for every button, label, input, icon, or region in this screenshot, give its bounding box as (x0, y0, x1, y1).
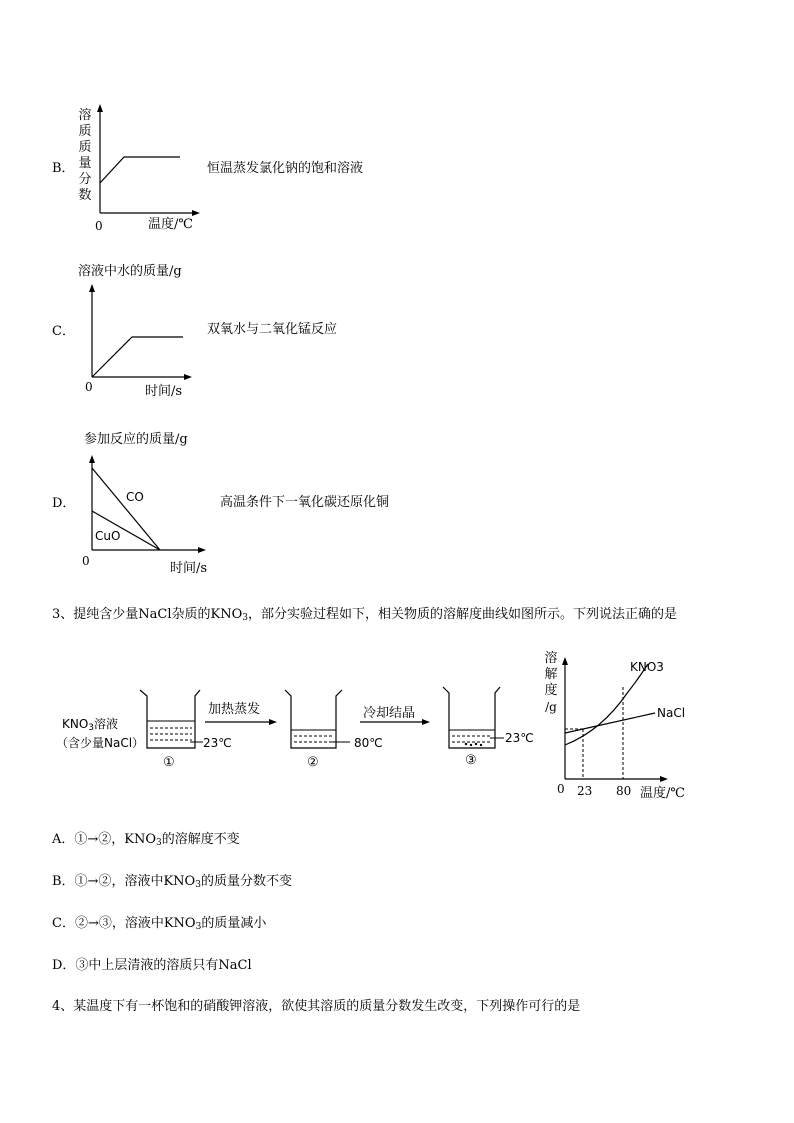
q3-option-a: A．①→②，$KNO_3$的溶解度不变 (52, 832, 240, 848)
beaker-1-label: $KNO_3$溶液 (62, 717, 119, 733)
co-line-label: CO (126, 490, 144, 504)
graph-y-label: 溶 解 度 /g (544, 651, 558, 714)
question-3-stem: 3、提纯含少量NaCl杂质的$KNO_3$，部分实验过程如下，相关物质的溶解度曲线如图所示。下列说法正确的是 (52, 607, 677, 623)
origin-label: 0 (95, 219, 103, 233)
beaker-number-2: ② (307, 755, 319, 770)
cuo-line-label: CuO (95, 529, 121, 543)
q3-option-d: D．③中上层清液的溶质只有NaCl (52, 958, 252, 973)
option-letter: C． (52, 324, 75, 339)
y-axis-label: 参加反应的质量/g (84, 432, 188, 447)
x-axis-label: 时间/s (170, 561, 208, 576)
option-letter: D． (52, 496, 76, 511)
question-4-stem: 4、某温度下有一杯饱和的硝酸钾溶液，欲使其溶质的质量分数发生改变，下列操作可行的是 (52, 999, 581, 1014)
graph-x-label: 温度/℃ (640, 786, 685, 801)
x-axis-label: 时间/s (145, 384, 183, 399)
tick-23: 23 (577, 784, 593, 798)
beaker-number-1: ① (163, 755, 175, 770)
q3-option-c: C．②→③，溶液中$KNO_3$的质量减小 (52, 916, 267, 932)
x-axis-label: 温度/℃ (148, 217, 193, 232)
step-cool-crystallize: 冷却结晶 (363, 706, 416, 721)
origin-label: 0 (82, 554, 90, 568)
tick-80: 80 (616, 784, 632, 798)
temp-label-3: 23℃ (505, 731, 534, 745)
option-text: 双氧水与二氧化锰反应 (207, 322, 338, 337)
option-text: 恒温蒸发氯化钠的饱和溶液 (207, 161, 364, 176)
temp-label-2: 80℃ (354, 736, 383, 750)
option-letter: B． (52, 161, 75, 176)
step-heat-evaporate: 加热蒸发 (208, 702, 261, 717)
origin-label: 0 (85, 380, 93, 394)
graph-origin: 0 (557, 782, 565, 796)
kno3-curve-label: KNO3 (630, 660, 664, 674)
beaker-number-3: ③ (465, 753, 477, 768)
y-axis-label: 溶液中水的质量/g (78, 264, 182, 279)
q3-option-b: B．①→②，溶液中$KNO_3$的质量分数不变 (52, 874, 292, 890)
temp-label-1: 23℃ (203, 736, 232, 750)
beaker-1-note: （含少量NaCl） (56, 736, 145, 750)
nacl-line-label: NaCl (657, 706, 686, 720)
option-text: 高温条件下一氧化碳还原化铜 (220, 495, 390, 510)
y-axis-label: 溶 质 质 量 分 数 (78, 108, 92, 203)
